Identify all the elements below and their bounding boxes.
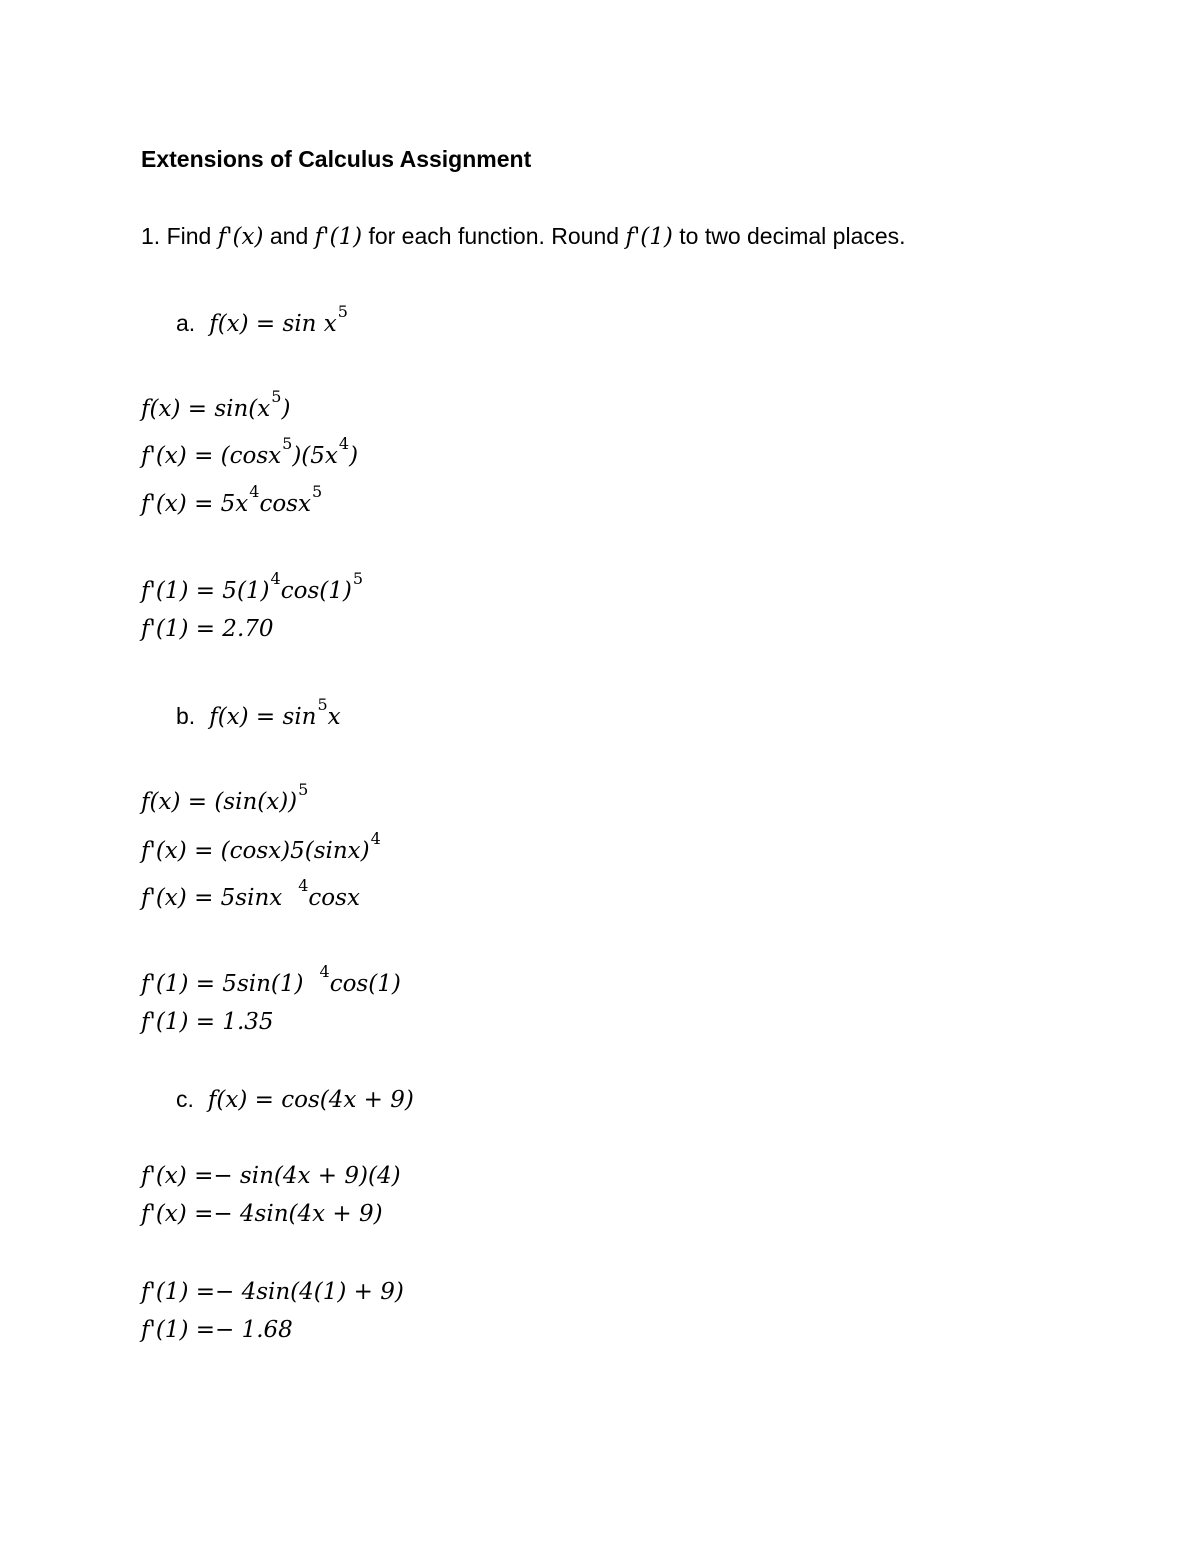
part-c-label: c. (176, 1086, 194, 1112)
part-c-step-2: f'(x) =− 4sin(4x + 9) (141, 1201, 383, 1227)
eval-text-end: cos(1) (329, 971, 401, 997)
step-text-mid: )(5x (292, 443, 338, 469)
part-a-step-3 (141, 482, 323, 517)
step-text: f(x) = sin(x (141, 396, 271, 422)
part-b-statement (176, 695, 341, 730)
step-text: f'(x) = 5x (141, 491, 249, 517)
part-c-function: f(x) = cos(4x + 9) (207, 1087, 414, 1113)
question-number: 1. (141, 223, 161, 249)
part-a-step-2 (141, 434, 359, 469)
part-b-function-end: x (327, 704, 341, 730)
part-c-step-1: f'(x) =− sin(4x + 9)(4) (141, 1163, 401, 1189)
step-text: f(x) = (sin(x)) (141, 789, 298, 815)
eval-exponent: 4 (319, 962, 330, 981)
eval-exponent: 4 (270, 569, 281, 588)
step-text: f'(x) = (cosx (141, 443, 282, 469)
eval-text: f'(1) = 5(1) (141, 578, 270, 604)
math-fpx: f'(x) (217, 224, 264, 250)
part-a-function: f(x) = sin x (209, 311, 337, 337)
part-b-step-2 (141, 829, 381, 864)
step-exponent-2: 4 (338, 434, 350, 453)
part-c-result: f'(1) =− 1.68 (141, 1317, 293, 1343)
eval-exponent-2: 5 (352, 569, 364, 588)
step-exponent: 4 (249, 482, 260, 501)
part-a-step-1 (141, 387, 291, 422)
step-text-mid: cosx (259, 491, 311, 517)
part-c-eval-1: f'(1) =− 4sin(4(1) + 9) (141, 1279, 404, 1305)
math-fp1: f'(1) (314, 224, 363, 250)
part-b-step-1 (141, 780, 309, 815)
part-b-exponent: 5 (317, 695, 328, 714)
step-text: f'(x) = 5sinx (141, 885, 283, 911)
question-for-each: for each function. Round (368, 223, 620, 249)
math-fp1-round: f'(1) (625, 224, 673, 250)
step-text: f'(x) = (cosx)5(sinx) (141, 838, 370, 864)
part-b-step-3 (141, 876, 360, 911)
part-c-statement (176, 1088, 414, 1112)
document-title: Extensions of Calculus Assignment (141, 146, 532, 172)
question-and: and (269, 223, 309, 249)
step-exponent: 5 (271, 387, 282, 406)
part-a-result: f'(1) = 2.70 (141, 616, 274, 642)
step-exponent: 5 (282, 434, 293, 453)
eval-text-mid: cos(1) (280, 578, 352, 604)
part-a-eval-1 (141, 569, 364, 604)
step-exponent-2: 5 (311, 482, 323, 501)
step-text-end: cosx (308, 885, 360, 911)
part-b-function: f(x) = sin (209, 704, 317, 730)
part-a-label: a. (176, 310, 196, 336)
eval-text: f'(1) = 5sin(1) (141, 971, 304, 997)
step-exponent: 4 (370, 829, 381, 848)
question-1 (141, 225, 906, 249)
step-exponent: 4 (298, 876, 309, 895)
step-exponent: 5 (298, 780, 309, 799)
part-a-statement (176, 302, 348, 337)
part-a-exponent: 5 (337, 302, 348, 321)
part-b-result: f'(1) = 1.35 (141, 1009, 274, 1035)
step-text-end: ) (349, 443, 359, 469)
question-to-two: to two decimal places. (679, 223, 906, 249)
question-find: Find (166, 223, 212, 249)
part-b-label: b. (176, 703, 196, 729)
step-text-end: ) (281, 396, 291, 422)
part-b-eval-1 (141, 962, 401, 997)
